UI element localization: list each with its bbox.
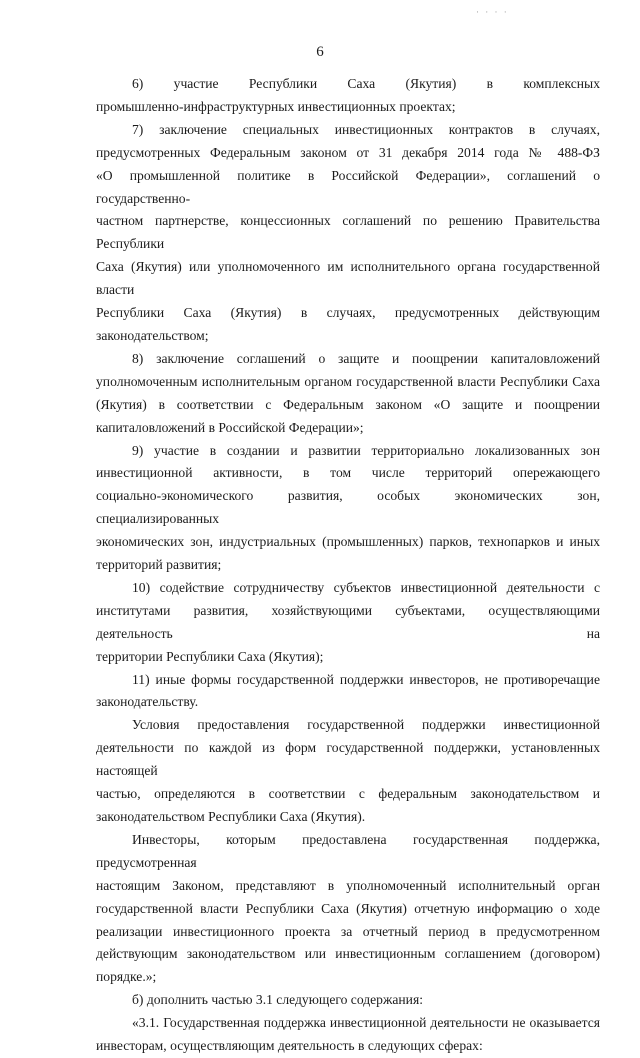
text-line: территорий развития; bbox=[96, 557, 222, 573]
paragraph-item-11 bbox=[96, 669, 600, 715]
text-line: (Якутия) в соответствии с Федеральным законом «О защите и поощрении bbox=[96, 396, 600, 412]
paragraph-item-9 bbox=[96, 440, 600, 577]
text-line: законодательством Республики Саха (Якутия). bbox=[96, 809, 366, 824]
text-line: 6) участие Республики Саха (Якутия) в комплексных bbox=[132, 76, 600, 91]
text-line: частном партнерстве, концессионных соглашений по решению Правительства Республики bbox=[96, 213, 600, 252]
text-line: 10) содействие сотрудничеству субъектов инвестиционной деятельности с bbox=[132, 579, 600, 595]
text-line: капиталовложений в Российской Федерации»; bbox=[96, 419, 364, 435]
text-line: инвесторам, осуществляющим деятельность в следующих сферах: bbox=[96, 1038, 483, 1054]
paragraph-item-7 bbox=[96, 119, 600, 348]
text-line: инвестиционной активности, в том числе территорий опережающего bbox=[96, 465, 600, 481]
paragraph-conditions bbox=[96, 714, 600, 829]
text-line: социально-экономического развития, особых экономических зон, специализированных bbox=[96, 488, 600, 527]
text-line: порядке.»; bbox=[96, 969, 157, 985]
text-line: промышленно-инфраструктурных инвестиционных проектах; bbox=[96, 98, 456, 114]
text-line: Условия предоставления государственной поддержки инвестиционной bbox=[132, 717, 600, 733]
text-line: настоящим Законом, представляют в уполномоченный исполнительный орган bbox=[96, 877, 600, 893]
text-line: 7) заключение специальных инвестиционных контрактов в случаях, bbox=[132, 121, 600, 137]
text-line: Республики Саха (Якутия) в случаях, предусмотренных действующим законодательством; bbox=[96, 305, 600, 343]
document-body bbox=[96, 73, 600, 1058]
text-line: 8) заключение соглашений о защите и поощрении капиталовложений bbox=[132, 350, 600, 366]
text-line: государственной власти Республики Саха (Якутия) отчетную информацию о ходе bbox=[96, 900, 600, 916]
scan-mark: · · · · bbox=[476, 7, 509, 17]
text-line: частью, определяются в соответствии с федеральным законодательством и bbox=[96, 786, 600, 802]
paragraph-amendment-b bbox=[96, 989, 600, 1012]
page-number: 6 bbox=[316, 44, 324, 60]
text-line: 11) иные формы государственной поддержки инвесторов, не противоречащие bbox=[132, 671, 600, 687]
paragraph-item-10 bbox=[96, 577, 600, 669]
text-line: «3.1. Государственная поддержка инвестиционной деятельности не оказывается bbox=[132, 1015, 600, 1031]
text-line: экономических зон, индустриальных (промышленных) парков, технопарков и иных bbox=[96, 534, 600, 550]
text-line: 9) участие в создании и развитии территориально локализованных зон bbox=[132, 442, 600, 458]
text-line: б) дополнить частью 3.1 следующего содержания: bbox=[132, 992, 423, 1008]
text-line: Инвесторы, которым предоставлена государственная поддержка, предусмотренная bbox=[96, 831, 600, 870]
text-line: законодательству. bbox=[96, 694, 199, 710]
text-line: уполномоченным исполнительным органом государственной власти Республики Саха bbox=[96, 373, 600, 389]
text-line: институтами развития, хозяйствующими субъектами, осуществляющими деятельность на bbox=[96, 602, 600, 641]
text-line: Саха (Якутия) или уполномоченного им исполнительного органа государственной власти bbox=[96, 259, 600, 298]
text-line: действующим законодательством или инвестиционным соглашением (договором) bbox=[96, 946, 600, 962]
paragraph-item-6 bbox=[96, 73, 600, 119]
paragraph-investors-report bbox=[96, 829, 600, 989]
paragraph-part-3-1 bbox=[96, 1012, 600, 1058]
text-line: деятельности по каждой из форм государственной поддержки, установленных настоящей bbox=[96, 740, 600, 779]
text-line: «О промышленной политике в Российской Федерации», соглашений о государственно- bbox=[96, 167, 600, 206]
text-line: территории Республики Саха (Якутия); bbox=[96, 648, 324, 664]
text-line: реализации инвестиционного проекта за отчетный период в предусмотренном bbox=[96, 923, 600, 939]
text-line: предусмотренных Федеральным законом от 31 декабря 2014 года № 488-ФЗ bbox=[96, 144, 600, 160]
paragraph-item-8 bbox=[96, 348, 600, 440]
